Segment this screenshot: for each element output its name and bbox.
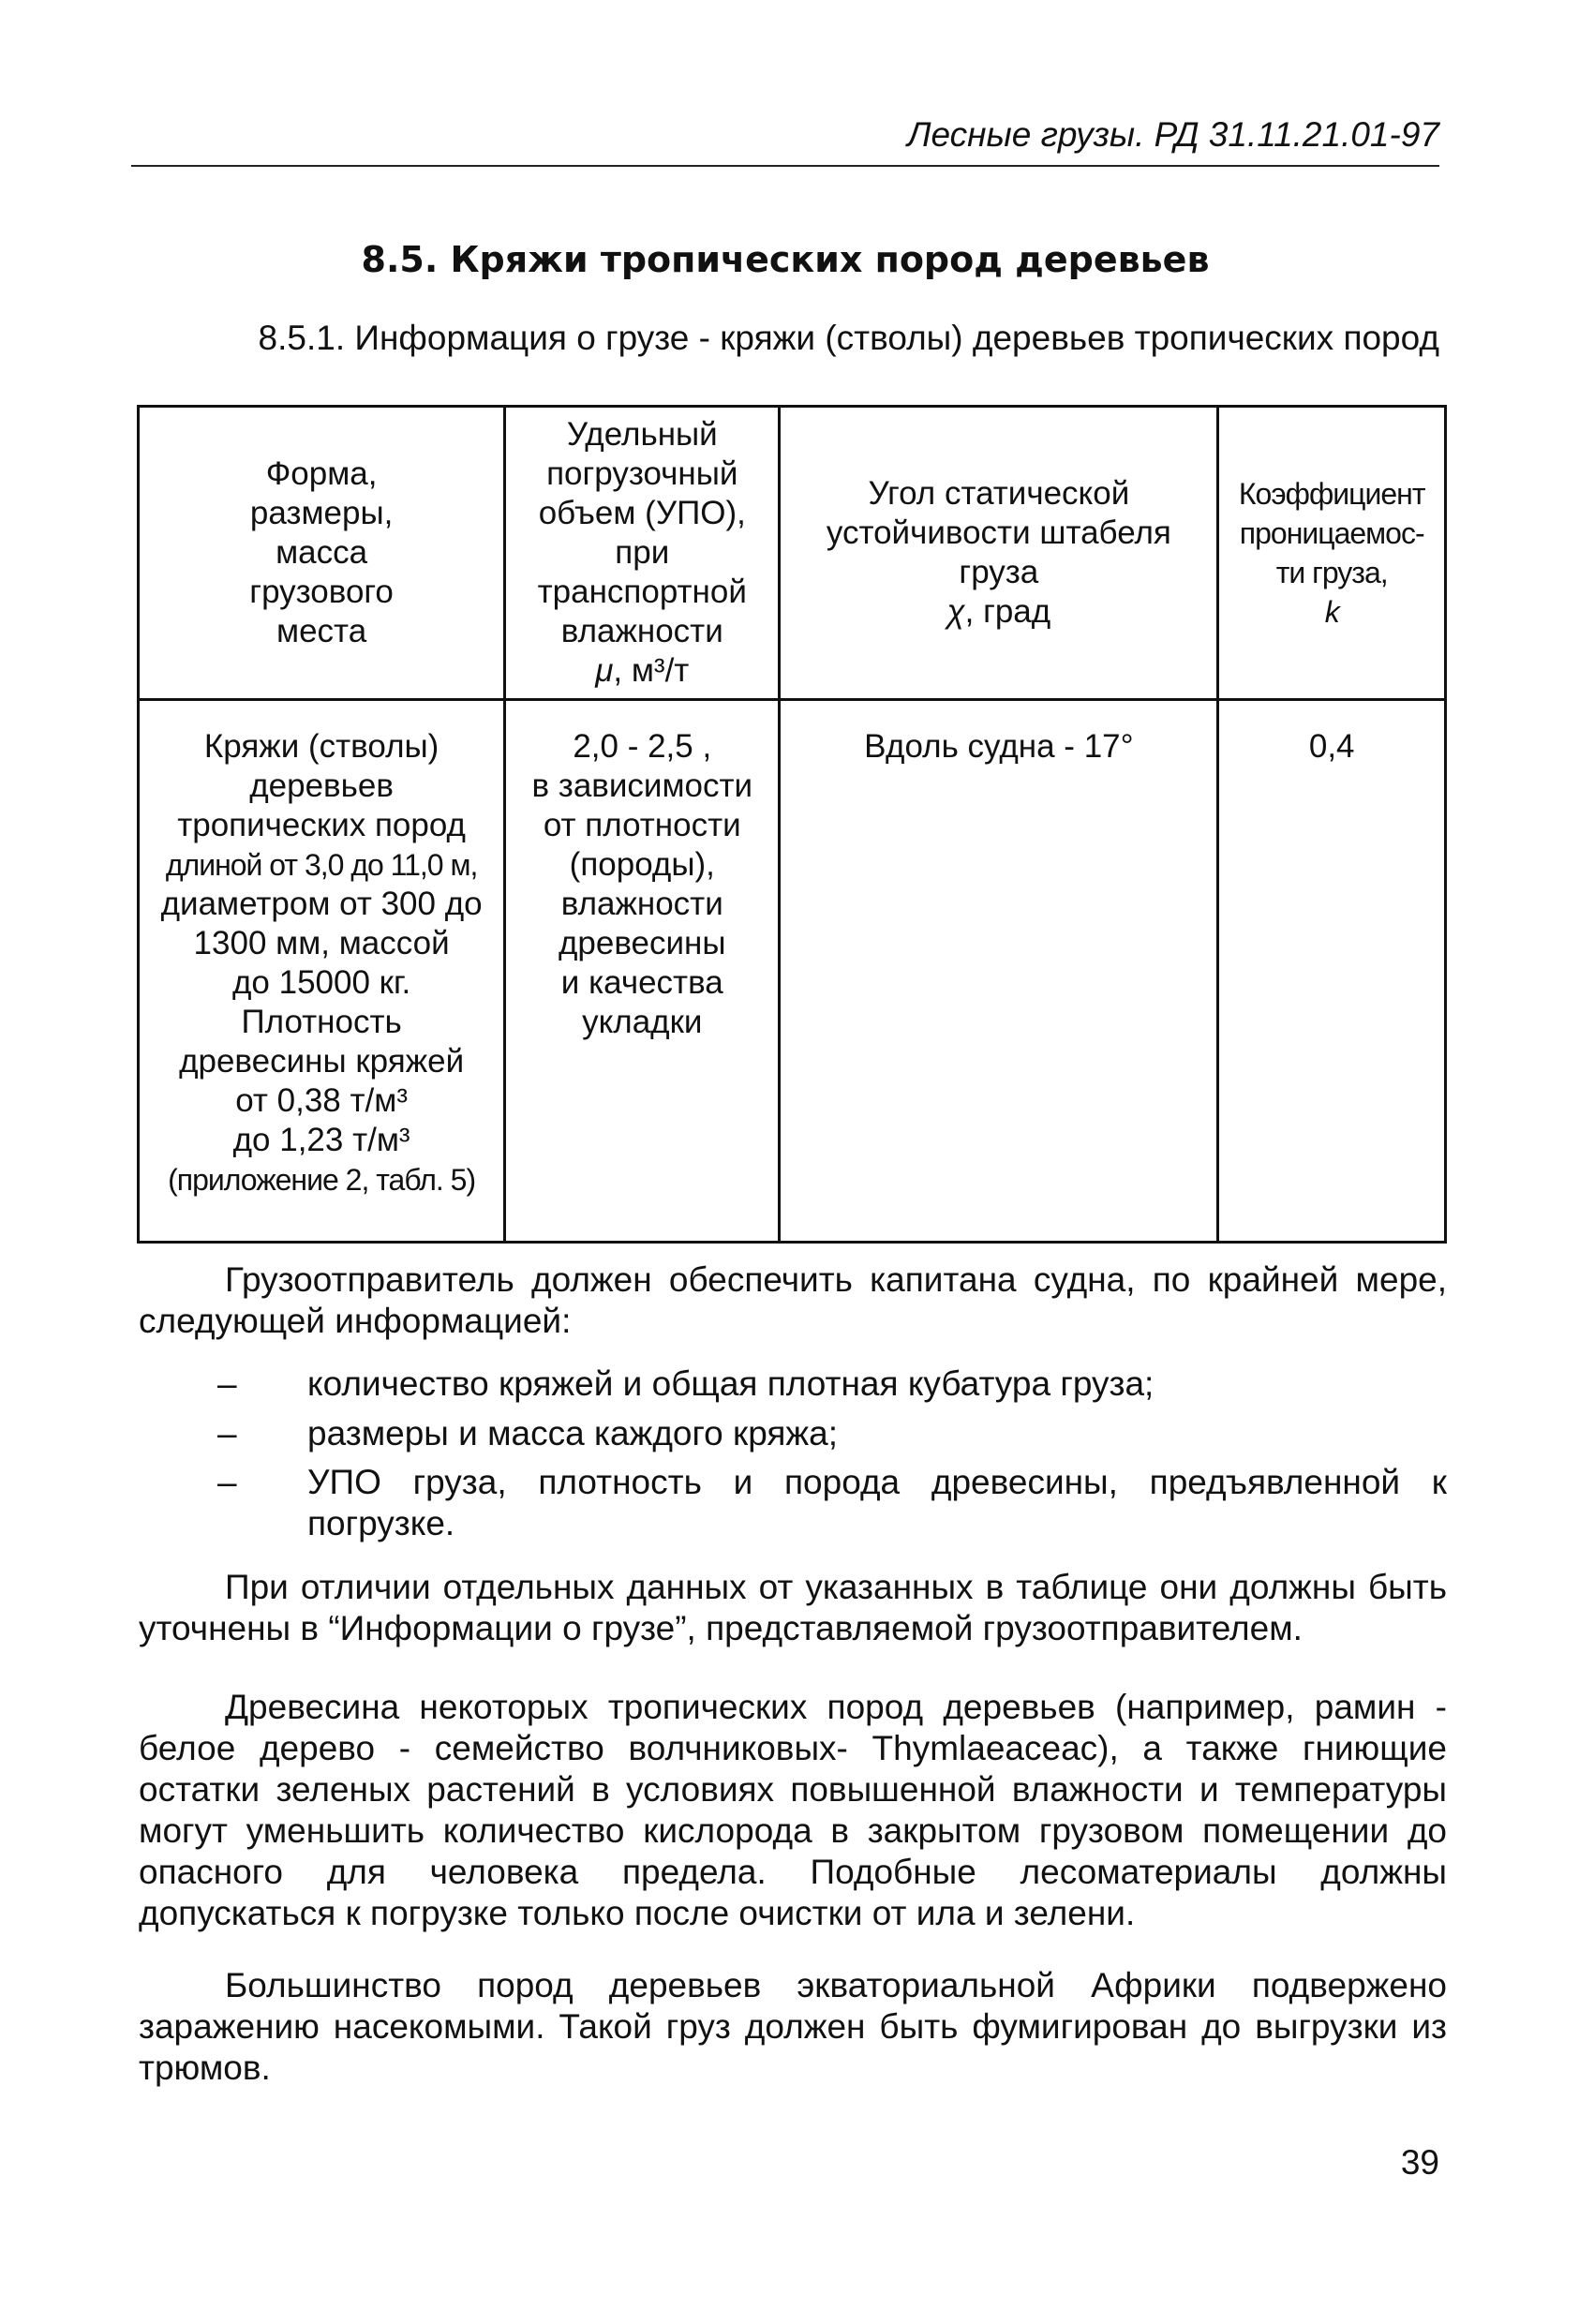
cell-upo-line: древесины <box>558 925 726 961</box>
table-header-row <box>139 407 1446 700</box>
cell-upo-line: 2,0 - 2,5 , <box>573 728 712 765</box>
header-angle-line: Угол статической <box>868 475 1130 512</box>
header-k-line: проницаемос- <box>1239 516 1424 550</box>
cell-upo-line: от плотности <box>543 807 741 843</box>
paragraph-shipper-info <box>139 1259 1447 1342</box>
paragraph-tropical-wood <box>139 1687 1447 1934</box>
subsection-heading: 8.5.1. Информация о грузе - кряжи (стволы) деревьев тропических пород <box>258 319 1439 357</box>
header-form-line: места <box>276 613 367 649</box>
cell-upo-line: укладки <box>582 1004 703 1040</box>
bullet-dash: – <box>217 1364 237 1403</box>
cell-form <box>139 700 505 1243</box>
list-item-text: УПО груза, плотность и порода древесины, предъявленной к погрузке. <box>307 1463 1447 1542</box>
paragraph-insects <box>139 1965 1447 2089</box>
cell-upo <box>505 700 780 1243</box>
header-k-line: Коэффициент <box>1238 477 1425 511</box>
cell-form-line: тропических пород <box>177 807 466 843</box>
header-upo-line: влажности <box>560 613 723 649</box>
header-angle-unit-line <box>786 592 1211 632</box>
header-form <box>139 407 505 700</box>
table-row <box>139 700 1446 1243</box>
cell-form-line: Кряжи (стволы) <box>203 728 439 765</box>
header-upo-line: при <box>615 534 670 571</box>
paragraph-text: Древесина некоторых тропических пород деревьев (например, рамин - белое дерево - семейство волчниковых- Thymlaeaceac), а также гниющие остатки зеленых растений в условиях повышенной влажности и температуры могут уменьшить количество кислорода в закрытом грузовом помещении до опасного для человека предела. Подобные лесоматериалы должны допускаться к погрузке только после очистки от ила и зелени. <box>139 1688 1447 1932</box>
cell-form-line: Плотность <box>241 1004 402 1040</box>
cell-upo-line: в зависимости <box>531 767 753 804</box>
header-permeability <box>1218 407 1446 700</box>
bullet-dash: – <box>217 1414 237 1452</box>
section-title: 8.5. Кряжи тропических пород деревьев <box>361 239 1210 280</box>
header-divider <box>131 165 1439 167</box>
bullet-dash: – <box>217 1463 237 1501</box>
k-symbol: k <box>1324 595 1339 629</box>
paragraph-text: Большинство пород деревьев экваториальной Африки подвержено заражению насекомыми. Такой груз должен быть фумигирован до выгрузки из трюмов. <box>139 1966 1447 2087</box>
header-upo-line: транспортной <box>537 574 747 610</box>
cell-upo-line: влажности <box>560 886 723 922</box>
header-angle <box>780 407 1218 700</box>
header-upo-line: Удельный <box>566 416 718 453</box>
paragraph-text: При отличии отдельных данных от указанных в таблице они должны быть уточнены в “Информации о грузе”, представляемой грузоотправителем. <box>139 1568 1447 1647</box>
cell-form-line: 1300 мм, массой <box>193 925 450 961</box>
list-item-text: размеры и масса каждого кряжа; <box>307 1414 839 1452</box>
header-form-line: масса <box>276 534 368 571</box>
cell-form-line: до 1,23 т/м³ <box>232 1122 410 1158</box>
cell-form-line: древесины кряжей <box>179 1043 465 1080</box>
cell-upo-line: и качества <box>560 964 723 1001</box>
running-header: Лесные грузы. РД 31.11.21.01-97 <box>907 115 1439 154</box>
list-item-text: количество кряжей и общая плотная кубатура груза; <box>307 1364 1155 1403</box>
header-upo-line: погрузочный <box>546 455 738 492</box>
header-upo-line: объем (УПО), <box>538 495 746 531</box>
header-angle-line: груза <box>959 554 1039 590</box>
cell-form-line: от 0,38 т/м³ <box>235 1082 408 1119</box>
mu-symbol: μ <box>595 652 614 689</box>
chi-symbol: χ <box>946 593 965 630</box>
header-k-line: ти груза, <box>1275 556 1388 589</box>
page-number: 39 <box>1400 2143 1439 2182</box>
header-form-line: грузового <box>249 574 394 610</box>
cell-form-line: до 15000 кг. <box>232 964 411 1001</box>
cell-form-line: деревьев <box>249 767 394 804</box>
cell-angle <box>780 700 1218 1243</box>
cell-form-line: диаметром от 300 до <box>160 886 483 922</box>
cell-upo-line: (породы), <box>569 846 715 883</box>
cell-form-line: длиной от 3,0 до 11,0 м, <box>165 848 478 882</box>
header-angle-unit: , град <box>964 593 1051 630</box>
cell-k-value: 0,4 <box>1308 728 1355 765</box>
cell-form-line: (приложение 2, табл. 5) <box>168 1163 476 1197</box>
header-angle-line: устойчивости штабеля <box>826 514 1171 551</box>
header-upo-unit: , м³/т <box>613 652 690 689</box>
header-form-line: Форма, <box>265 455 378 492</box>
paragraph-data-differences <box>139 1567 1447 1649</box>
header-upo <box>505 407 780 700</box>
cargo-info-table <box>137 405 1447 1244</box>
paragraph-text: Грузоотправитель должен обеспечить капитана судна, по крайней мере, следующей информацией: <box>139 1260 1447 1340</box>
header-upo-unit-line <box>512 651 772 691</box>
cell-angle-value: Вдоль судна - 17° <box>864 728 1134 765</box>
header-form-line: размеры, <box>249 495 394 531</box>
cell-permeability <box>1218 700 1446 1243</box>
